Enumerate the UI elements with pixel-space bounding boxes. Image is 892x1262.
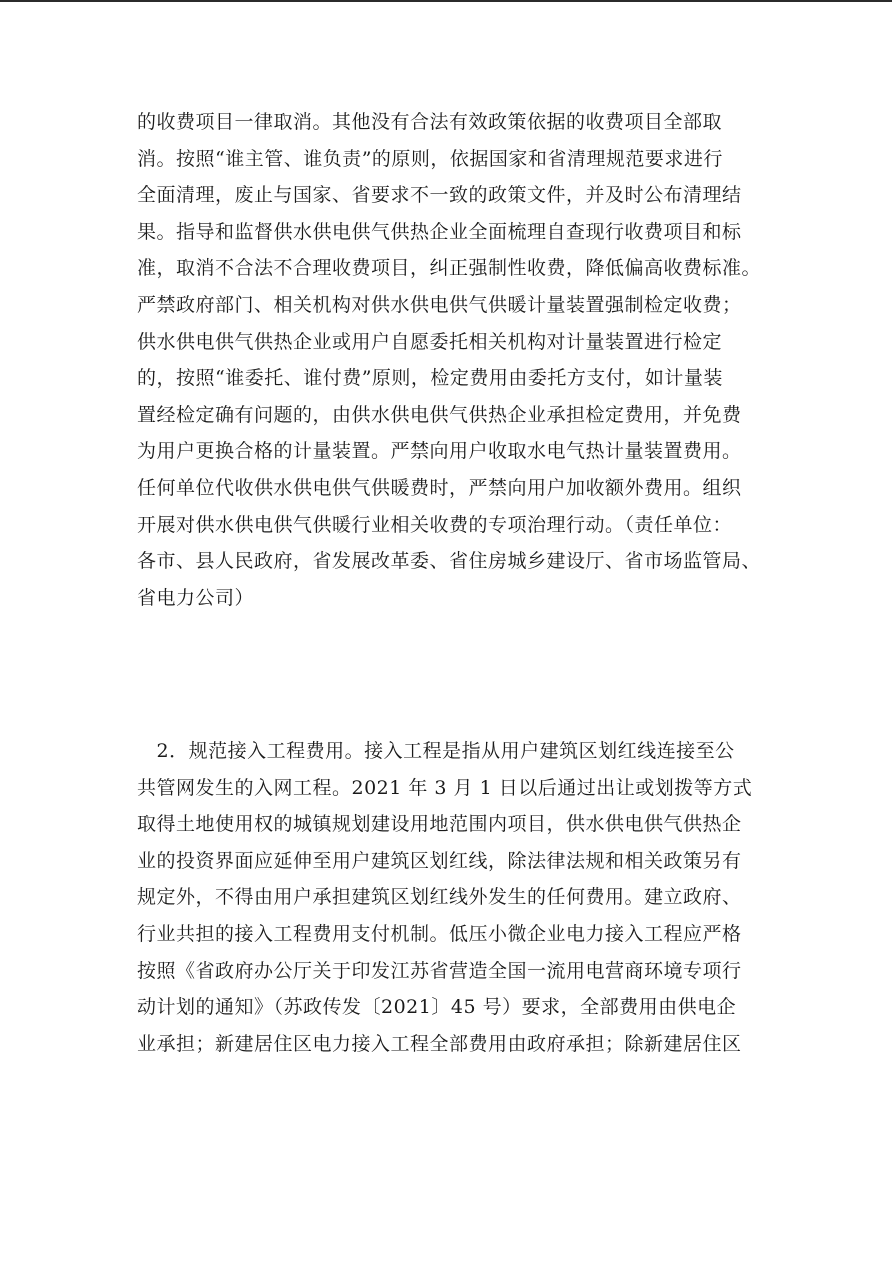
text-line: 省电力公司） (137, 586, 255, 609)
text-line: 取得土地使用权的城镇规划建设用地范围内项目，供水供电供气供热企 (137, 813, 742, 836)
text-line: 为用户更换合格的计量装置。严禁向用户收取水电气热计量装置费用。 (137, 440, 742, 463)
paragraph-access-engineering-fees (137, 733, 767, 1062)
text-line: 供水供电供气供热企业或用户自愿委托相关机构对计量装置进行检定 (137, 330, 723, 353)
text-line: 业的投资界面应延伸至用户建筑区划红线，除法律法规和相关政策另有 (137, 849, 742, 872)
text-line: 任何单位代收供水供电供气供暖费时，严禁向用户加收额外费用。组织 (137, 476, 742, 499)
text-line: 的收费项目一律取消。其他没有合法有效政策依据的收费项目全部取 (137, 111, 723, 133)
top-border-line (0, 0, 892, 2)
text-line: 按照《省政府办公厅关于印发江苏省营造全国一流用电营商环境专项行 (137, 959, 742, 982)
text-line: 规定外，不得由用户承担建筑区划红线外发生的任何费用。建立政府、 (137, 886, 742, 909)
paragraph-fee-cleanup (137, 104, 767, 616)
text-line: 全面清理，废止与国家、省要求不一致的政策文件，并及时公布清理结 (137, 184, 742, 207)
text-line: 行业共担的接入工程费用支付机制。低压小微企业电力接入工程应严格 (137, 922, 742, 945)
text-line: 共管网发生的入网工程。2021 年 3 月 1 日以后通过出让或划拨等方式 (137, 776, 753, 799)
text-line: 业承担；新建居住区电力接入工程全部费用由政府承担；除新建居住区 (137, 1032, 742, 1055)
text-line: 动计划的通知》（苏政传发〔2021〕45 号）要求，全部费用由供电企 (137, 996, 737, 1019)
text-line: 置经检定确有问题的，由供水供电供气供热企业承担检定费用，并免费 (137, 403, 742, 426)
text-line: 消。按照“谁主管、谁负责”的原则，依据国家和省清理规范要求进行 (137, 147, 723, 170)
text-line: 2．规范接入工程费用。接入工程是指从用户建筑区划红线连接至公 (137, 740, 735, 762)
text-line: 开展对供水供电供气供暖行业相关收费的专项治理行动。（责任单位： (137, 513, 733, 536)
text-line: 果。指导和监督供水供电供气供热企业全面梳理自查现行收费项目和标 (137, 220, 742, 243)
text-line: 严禁政府部门、相关机构对供水供电供气供暖计量装置强制检定收费； (137, 293, 742, 316)
text-line: 准，取消不合法不合理收费项目，纠正强制性收费，降低偏高收费标准。 (137, 257, 762, 280)
text-line: 各市、县人民政府，省发展改革委、省住房城乡建设厅、省市场监管局、 (137, 550, 762, 573)
text-line: 的，按照“谁委托、谁付费”原则，检定费用由委托方支付，如计量装 (137, 367, 723, 390)
